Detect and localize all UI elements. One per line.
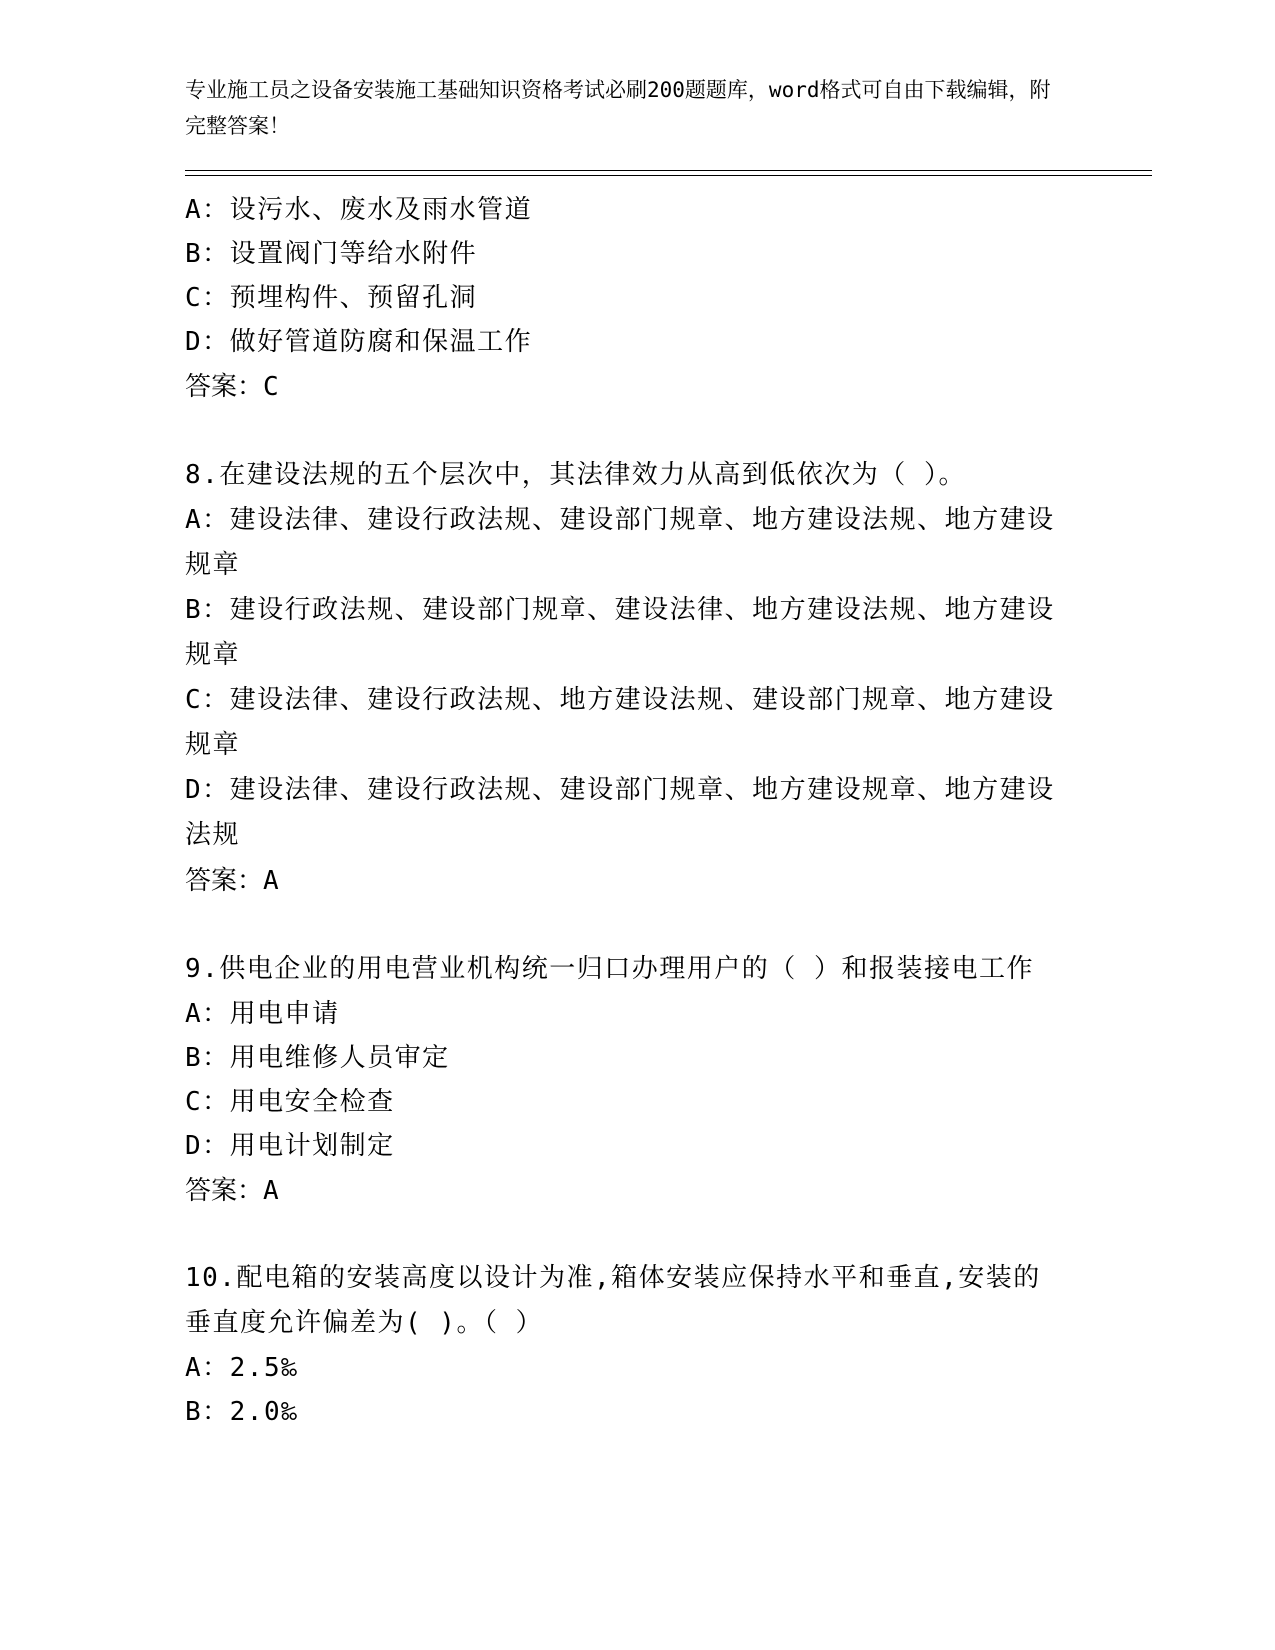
option-a: A：建设法律、建设行政法规、建设部门规章、地方建设法规、地方建设规章 [185, 505, 1055, 580]
answer-label: 答案： [185, 1176, 264, 1206]
question-title: 10.配电箱的安装高度以设计为准,箱体安装应保持水平和垂直,安装的垂直度允许偏差为( )。（ ） [185, 1263, 1041, 1338]
header-rule-top [185, 170, 1152, 171]
option-b: B：2.0‰ [185, 1397, 299, 1427]
option-d: D：用电计划制定 [185, 1131, 395, 1161]
answer-label: 答案： [185, 866, 264, 896]
option-b: B：建设行政法规、建设部门规章、建设法律、地方建设法规、地方建设规章 [185, 595, 1055, 670]
question-content [185, 188, 1065, 1434]
spacer [185, 1214, 1065, 1256]
answer-value: A [263, 1176, 279, 1206]
option-c: C：预埋构件、预留孔洞 [185, 283, 478, 313]
option-c: C：建设法律、建设行政法规、地方建设法规、建设部门规章、地方建设规章 [185, 685, 1055, 760]
question-title: 9.供电企业的用电营业机构统一归口办理用户的（ ）和报装接电工作 [185, 954, 1034, 984]
answer-line [185, 1168, 1065, 1214]
option-a: A：2.5‰ [185, 1353, 299, 1383]
answer-value: A [263, 866, 279, 896]
answer-line [185, 858, 1065, 904]
option-d: D：建设法律、建设行政法规、建设部门规章、地方建设规章、地方建设法规 [185, 775, 1055, 850]
header-text: 专业施工员之设备安装施工基础知识资格考试必刷200题题库，word格式可自由下载编辑，附完整答案！ [185, 78, 1051, 138]
option-c: C：用电安全检查 [185, 1087, 395, 1117]
option-a: A：用电申请 [185, 999, 340, 1029]
answer-value: C [263, 372, 279, 402]
answer-line [185, 364, 1065, 410]
option-a: A：设污水、废水及雨水管道 [185, 195, 533, 225]
document-header [185, 72, 1065, 144]
question-title: 8.在建设法规的五个层次中，其法律效力从高到低依次为（ ）。 [185, 460, 966, 490]
prev-question-block [185, 188, 1065, 410]
answer-label: 答案： [185, 372, 264, 402]
question-9-block [185, 946, 1065, 1214]
header-rule-bottom [185, 175, 1152, 176]
question-10-block [185, 1256, 1065, 1434]
spacer [185, 410, 1065, 452]
question-8-block [185, 452, 1065, 904]
option-b: B：用电维修人员审定 [185, 1043, 450, 1073]
option-b: B：设置阀门等给水附件 [185, 239, 478, 269]
spacer [185, 904, 1065, 946]
option-d: D：做好管道防腐和保温工作 [185, 327, 533, 357]
